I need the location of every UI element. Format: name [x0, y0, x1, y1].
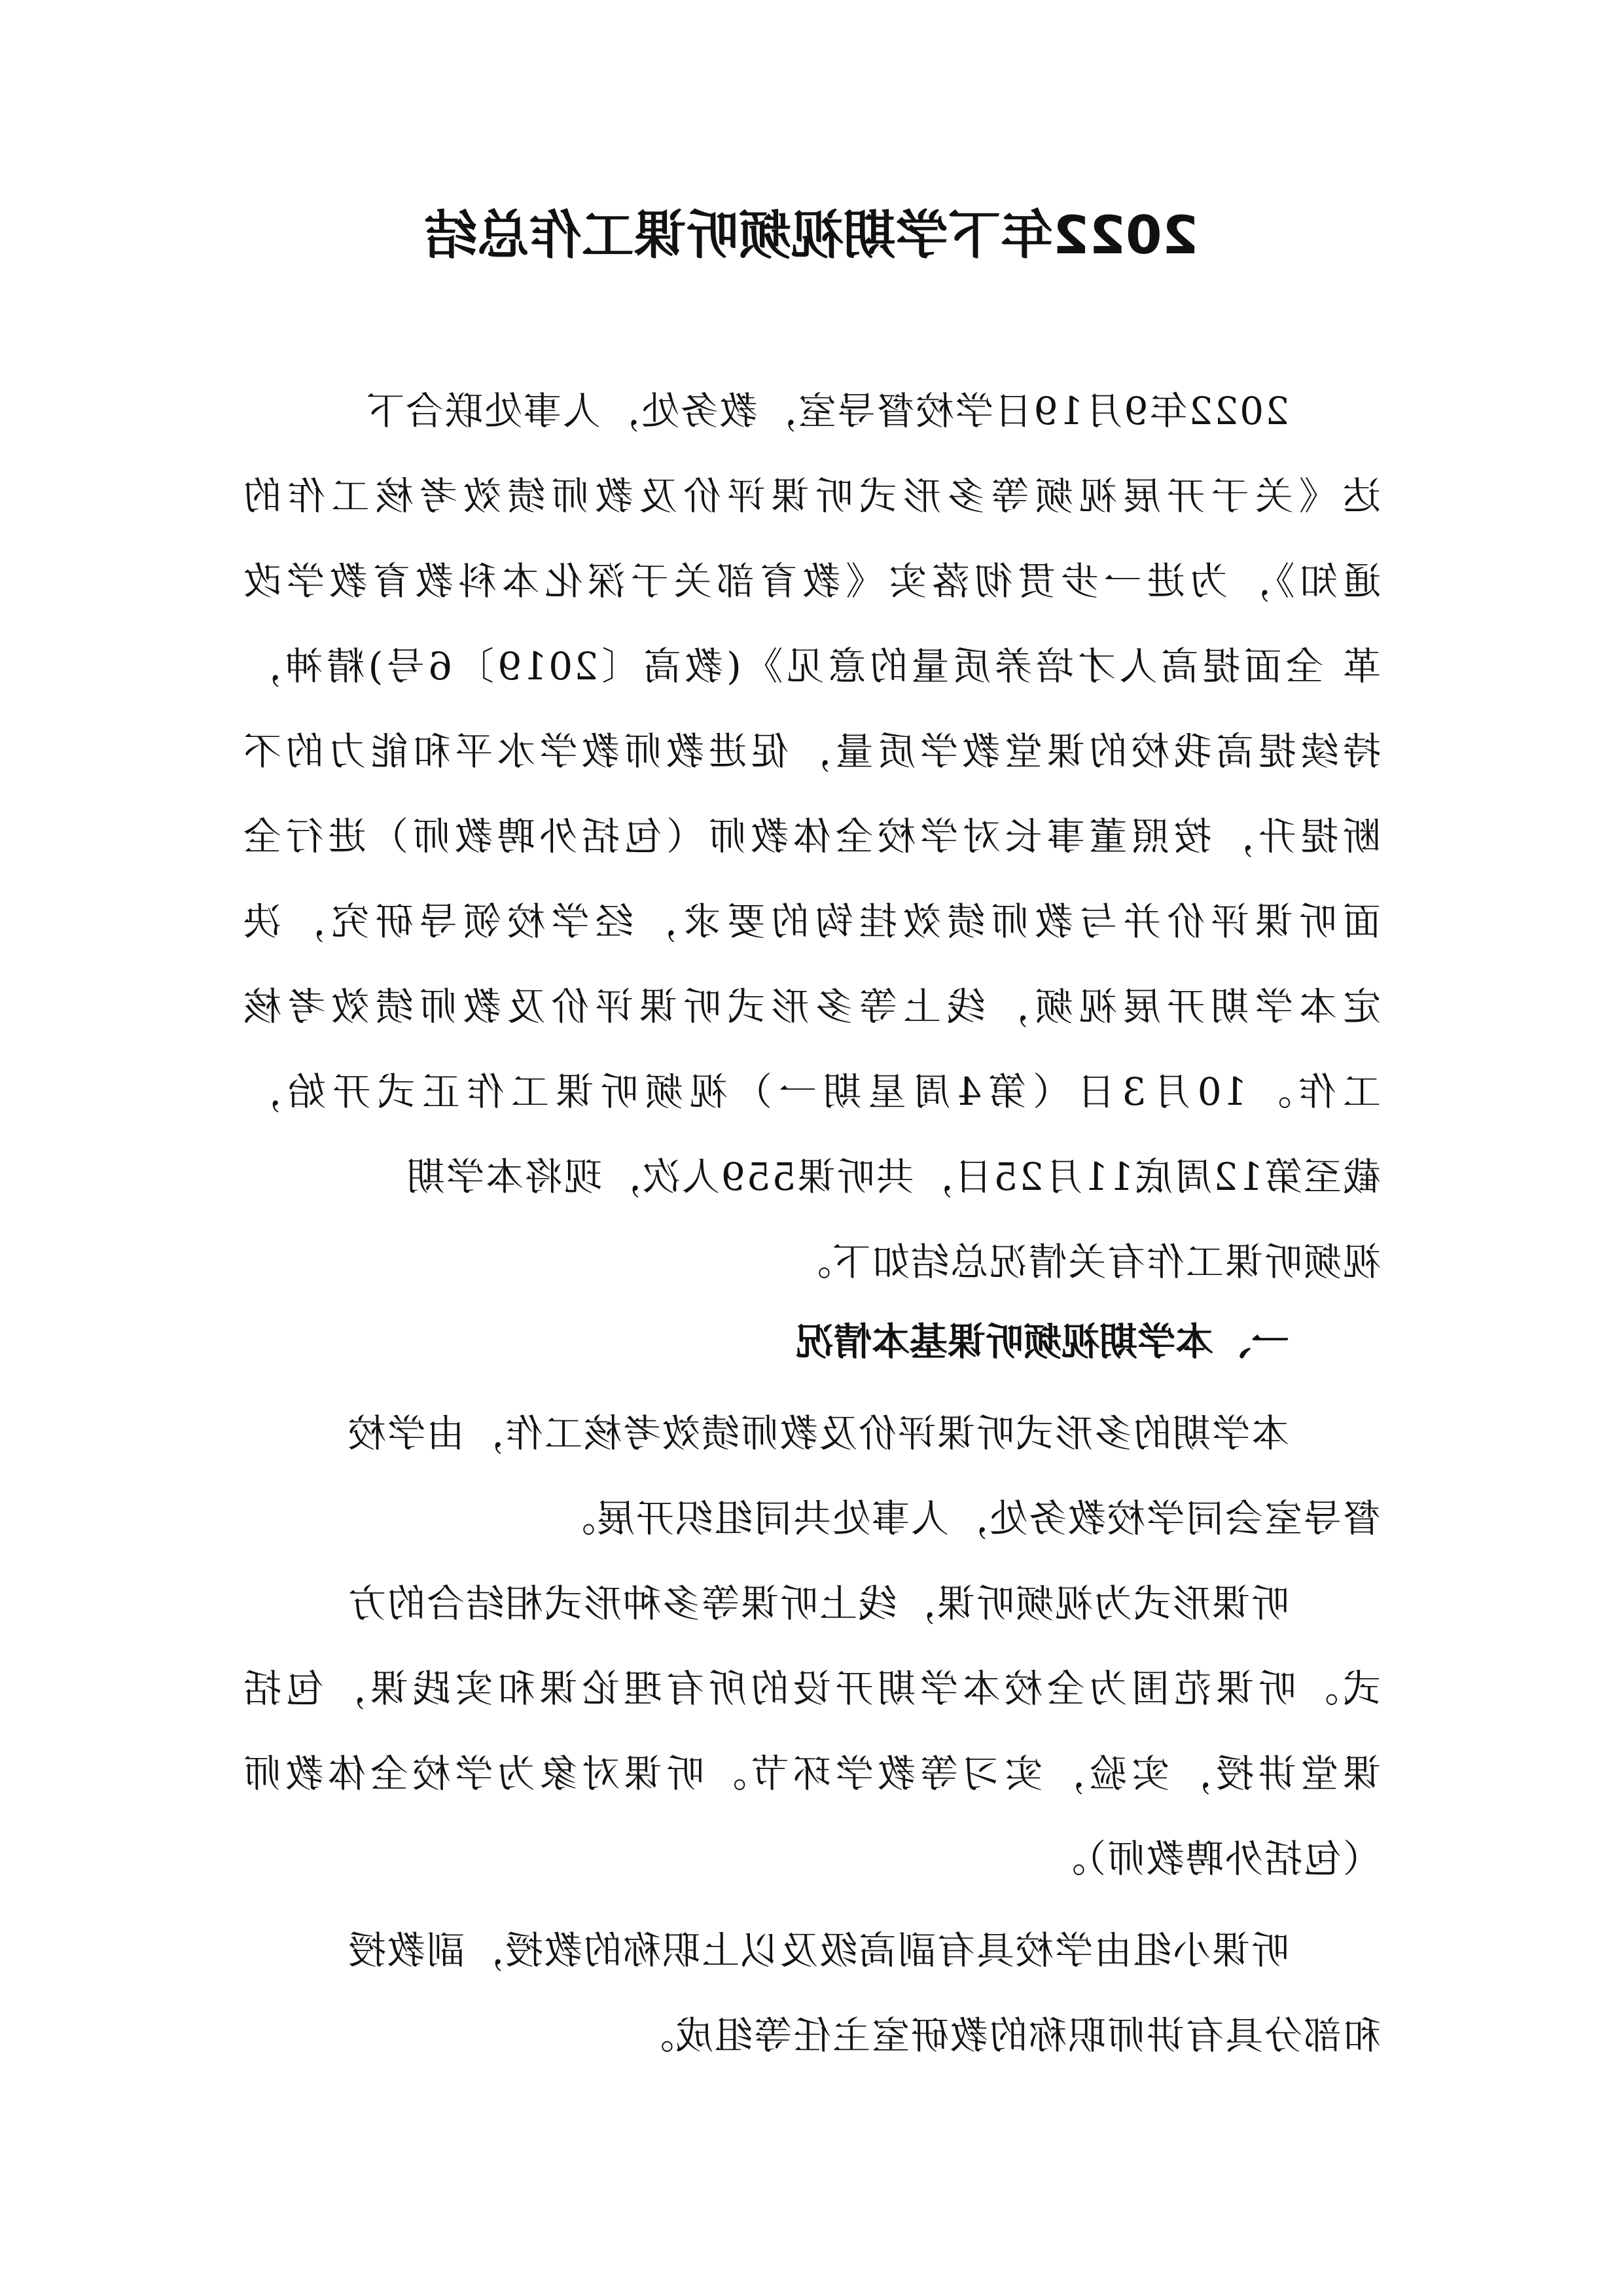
section1-para1-line-1: 本学期的多形式听课评价及教师绩效考核工作，由学校	[346, 1411, 1289, 1456]
document-title: 2022年下学期视频听课工作总结	[424, 205, 1199, 266]
section1-para1-line-2: 督导室会同学校教务处，人事处共同组织开展。	[556, 1496, 1381, 1541]
intro-line-2: 达《关于开展视频等多形式听课评价及教师绩效考核工作的	[242, 474, 1381, 518]
section1-para3-line-2: 和部分具有讲师职称的教研室主任等组成。	[634, 2013, 1381, 2058]
intro-line-5: 持续提高我校的课堂教学质量，促进教师教学水平和能力的不	[242, 729, 1381, 774]
intro-line-10: 截至第12周底11月25日，共听课559人次，现将本学期	[405, 1155, 1381, 1199]
intro-line-6: 断提升，按照董事长对学校全体教师（包括外聘教师）进行全	[242, 814, 1381, 859]
intro-line-3: 通知》，为进一步贯彻落实《教育部关于深化本科教育教学改	[242, 559, 1381, 603]
section1-para3-line-1: 听课小组由学校具有副高级及以上职称的教授，副教授	[346, 1928, 1289, 1973]
intro-line-8: 定本学期开展视频，线上等多形式听课评价及教师绩效考核	[242, 984, 1381, 1029]
intro-line-1: 2022年9月19日学校督导室，教务处，人事处联合下	[365, 389, 1289, 433]
intro-line-9: 工作。10月3日（第4周星期一）视频听课工作正式开始，	[242, 1069, 1381, 1114]
section1-para2-line-3: 课堂讲授，实验，实习等教学环节。听课对象为学校全体教师	[242, 1751, 1381, 1796]
section1-para2-line-2: 式。听课范围为全校本学期开设的所有理论课和实践课，包括	[242, 1666, 1381, 1711]
section1-para2-line-4: （包括外聘教师）。	[1046, 1837, 1381, 1881]
section-heading-1: 一、本学期视频听课基本情况	[795, 1319, 1289, 1364]
intro-line-4: 革 全面提高人才培养质量的意见》(教高〔2019〕6号)精神，	[242, 644, 1381, 689]
intro-line-11: 视频听课工作有关情况总结如下。	[791, 1240, 1381, 1284]
section1-para2-line-1: 听课形式为视频听课，线上听课等多种形式相结合的方	[346, 1581, 1289, 1626]
intro-line-7: 面听课评价并与教师绩效挂钩的要求，经学校领导研究，决	[242, 899, 1381, 944]
